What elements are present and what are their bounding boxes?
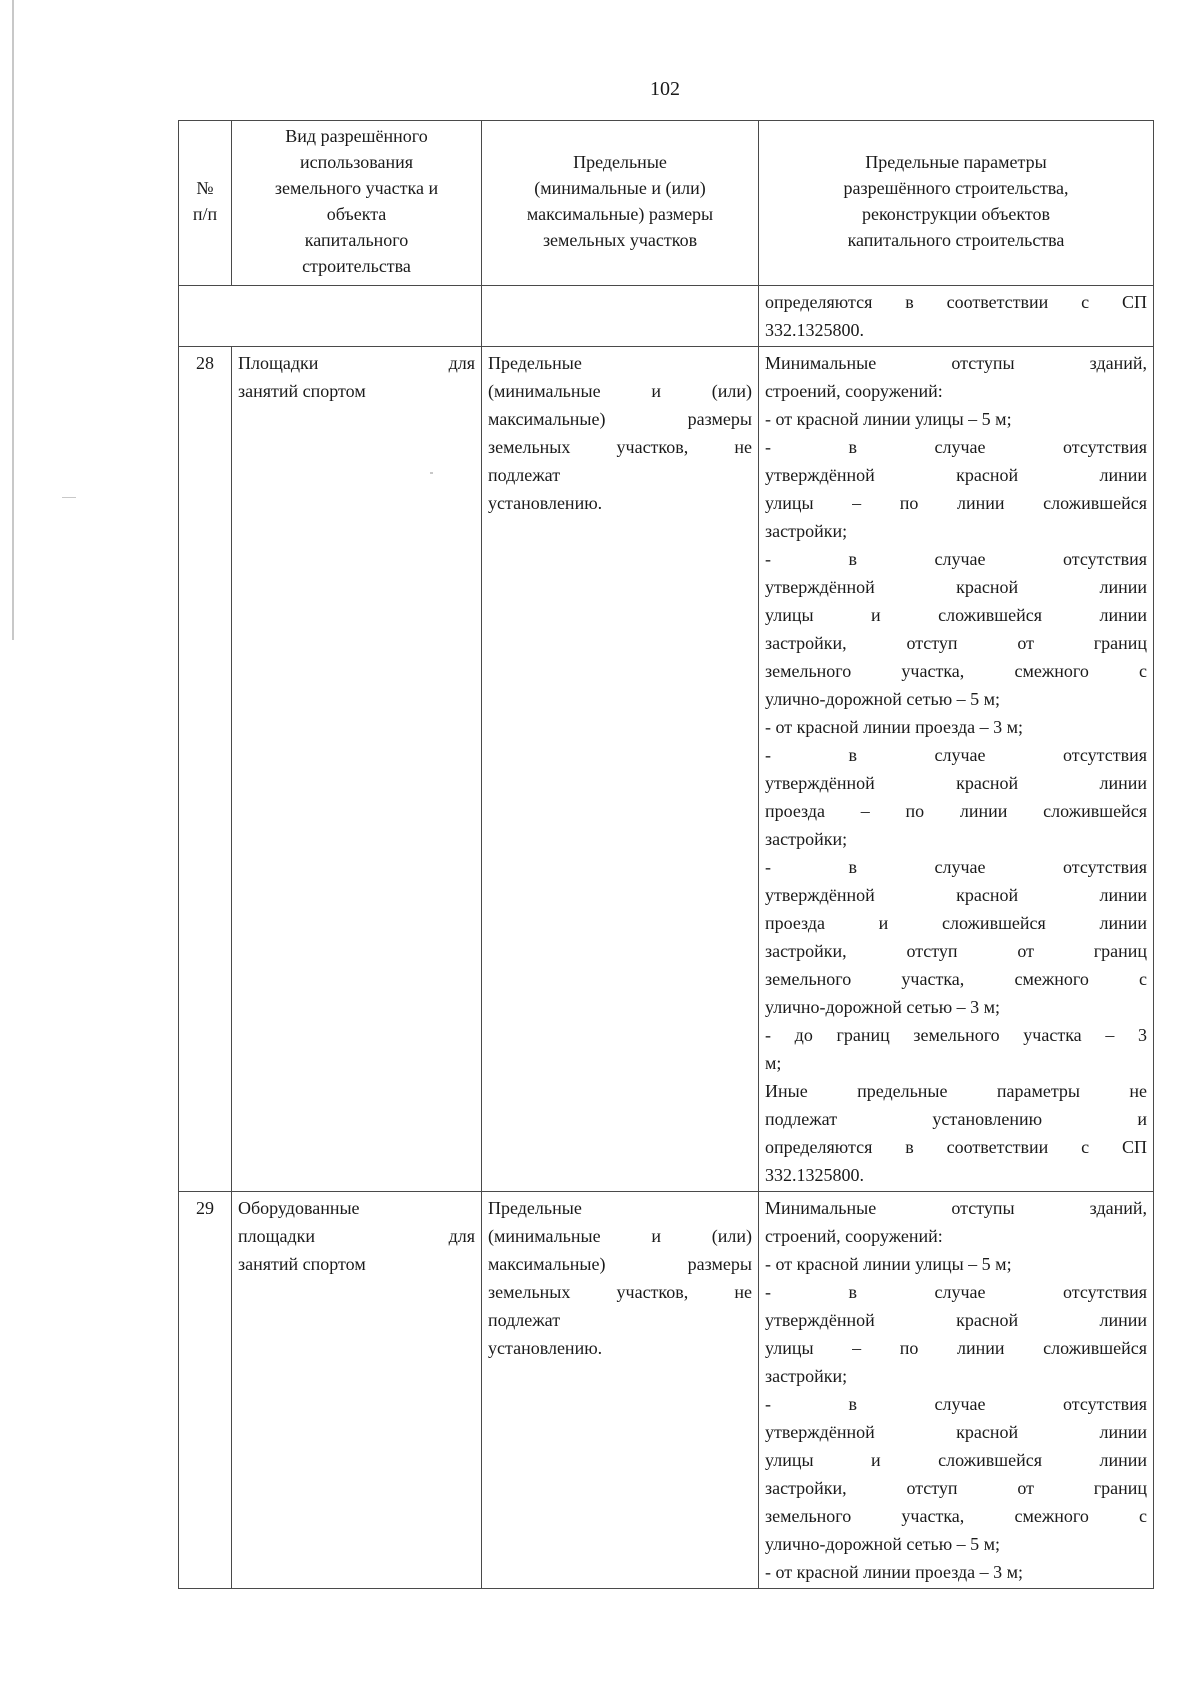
cell-text-line: Предельные параметры (865, 152, 1047, 172)
row-use-type (232, 1192, 482, 1589)
cell-text-line: земельного участка, смежного с (765, 661, 1147, 681)
cell-text-line: (минимальные и (или) (534, 178, 706, 198)
cell-text-line: - до границ земельного участка – 3 (765, 1025, 1147, 1045)
cell-text-line: строительства (302, 256, 411, 276)
cell-text-line: Вид разрешённого (285, 126, 428, 146)
cell-text-line: Предельные (573, 152, 667, 172)
cell-text-line: подлежат установлению и (765, 1109, 1147, 1129)
cell-text-line: улично-дорожной сетью – 3 м; (765, 997, 1001, 1017)
cell-text-line: Предельные (488, 353, 582, 373)
cell-text-line: - в случае отсутствия (765, 1282, 1147, 1302)
regulation-table-container (178, 120, 1153, 1589)
regulation-table (178, 120, 1154, 1589)
cell-text-line: утверждённой красной линии (765, 1422, 1147, 1442)
cell-text-line: максимальные) размеры (488, 409, 752, 429)
cell-text-line: установлению. (488, 493, 603, 513)
cell-text-line: определяются в соответствии с СП (765, 1137, 1147, 1157)
cell-text-line: - от красной линии улицы – 5 м; (765, 1254, 1012, 1274)
cell-text-line: разрешённого строительства, (843, 178, 1069, 198)
cell-text-line: строений, сооружений: (765, 381, 943, 401)
cell-text-line: - в случае отсутствия (765, 437, 1147, 457)
header-params (759, 121, 1154, 286)
cell-text-line: максимальные) размеры (526, 204, 714, 224)
table-row (179, 347, 1154, 1192)
cell-text-line: Иные предельные параметры не (765, 1081, 1147, 1101)
row-plot-sizes (482, 347, 759, 1192)
cell-text-line: максимальные) размеры (488, 1254, 752, 1274)
cell-text-line: утверждённой красной линии (765, 773, 1147, 793)
cell-text-line: земельных участков, не (488, 437, 752, 457)
cell-text-line: Оборудованные (238, 1198, 360, 1218)
cell-text-line: - от красной линии улицы – 5 м; (765, 409, 1012, 429)
cell-text-line: подлежат (488, 1310, 561, 1330)
cell-text-line: определяются в соответствии с СП (765, 292, 1147, 312)
cell-text-line: - в случае отсутствия (765, 857, 1147, 877)
cell-text-line: использования (299, 152, 413, 172)
header-plot-sizes (482, 121, 759, 286)
cell-text-line: - от красной линии проезда – 3 м; (765, 1562, 1024, 1582)
cell-text-line: земельного участка, смежного с (765, 1506, 1147, 1526)
cell-text-line: занятий спортом (238, 381, 366, 401)
row-params (759, 347, 1154, 1192)
cell-text-line: утверждённой красной линии (765, 465, 1147, 485)
cell-text-line: - в случае отсутствия (765, 745, 1147, 765)
cell-text-line: улицы – по линии сложившейся (765, 1338, 1147, 1358)
header-use-type (232, 121, 482, 286)
cell-text-line: Минимальные отступы зданий, (765, 353, 1147, 373)
cell-text-line: реконструкции объектов (861, 204, 1051, 224)
cell-text-line: застройки; (765, 1366, 848, 1386)
header-num (179, 121, 232, 286)
table-header-row (179, 121, 1154, 286)
row-params (759, 1192, 1154, 1589)
continuation-row (179, 286, 1154, 347)
cell-text-line: застройки; (765, 829, 848, 849)
cell-text-line: улично-дорожной сетью – 5 м; (765, 689, 1001, 709)
cell-text-line: Площадки для (238, 353, 475, 373)
scan-artifact-dash (62, 497, 76, 498)
cell-text-line: улицы – по линии сложившейся (765, 493, 1147, 513)
cell-text-line: 332.1325800. (765, 1165, 864, 1185)
cell-text-line: 332.1325800. (765, 320, 864, 340)
cell-text-line: застройки, отступ от границ (765, 1478, 1147, 1498)
row-number: 28 (179, 347, 232, 1192)
cell-text-line: улицы и сложившейся линии (765, 605, 1147, 625)
cell-text-line: земельных участков (542, 230, 698, 250)
cell-text-line: объекта (326, 204, 387, 224)
cell-text-line: п/п (192, 204, 218, 224)
cell-text-line: площадки для (238, 1226, 475, 1246)
cell-text-line: земельного участка, смежного с (765, 969, 1147, 989)
cell-text-line: проезда и сложившейся линии (765, 913, 1147, 933)
cell-text-line: застройки; (765, 521, 848, 541)
cell-text-line: земельных участков, не (488, 1282, 752, 1302)
page-number: 102 (650, 78, 680, 100)
cell-text-line: строений, сооружений: (765, 1226, 943, 1246)
continuation-cell-plot (482, 286, 759, 347)
cell-text-line: капитального строительства (847, 230, 1065, 250)
cell-text-line: (минимальные и (или) (488, 381, 752, 401)
cell-text-line: улично-дорожной сетью – 5 м; (765, 1534, 1001, 1554)
cell-text-line: утверждённой красной линии (765, 1310, 1147, 1330)
continuation-cell-empty (179, 286, 482, 347)
cell-text-line: - в случае отсутствия (765, 1394, 1147, 1414)
row-use-type (232, 347, 482, 1192)
row-number: 29 (179, 1192, 232, 1589)
cell-text-line: капитального (304, 230, 409, 250)
cell-text-line: утверждённой красной линии (765, 577, 1147, 597)
cell-text-line: улицы и сложившейся линии (765, 1450, 1147, 1470)
cell-text-line: - от красной линии проезда – 3 м; (765, 717, 1024, 737)
cell-text-line: Минимальные отступы зданий, (765, 1198, 1147, 1218)
cell-text-line: застройки, отступ от границ (765, 633, 1147, 653)
continuation-cell-params (759, 286, 1154, 347)
cell-text-line: занятий спортом (238, 1254, 366, 1274)
cell-text-line: утверждённой красной линии (765, 885, 1147, 905)
cell-text-line: подлежат (488, 465, 561, 485)
cell-text-line: проезда – по линии сложившейся (765, 801, 1147, 821)
cell-text-line: застройки, отступ от границ (765, 941, 1147, 961)
cell-text-line: установлению. (488, 1338, 603, 1358)
cell-text-line: № (196, 178, 214, 198)
cell-text-line: м; (765, 1053, 782, 1073)
row-plot-sizes (482, 1192, 759, 1589)
cell-text-line: земельного участка и (274, 178, 439, 198)
cell-text-line: - в случае отсутствия (765, 549, 1147, 569)
cell-text-line: Предельные (488, 1198, 582, 1218)
table-row (179, 1192, 1154, 1589)
cell-text-line: (минимальные и (или) (488, 1226, 752, 1246)
